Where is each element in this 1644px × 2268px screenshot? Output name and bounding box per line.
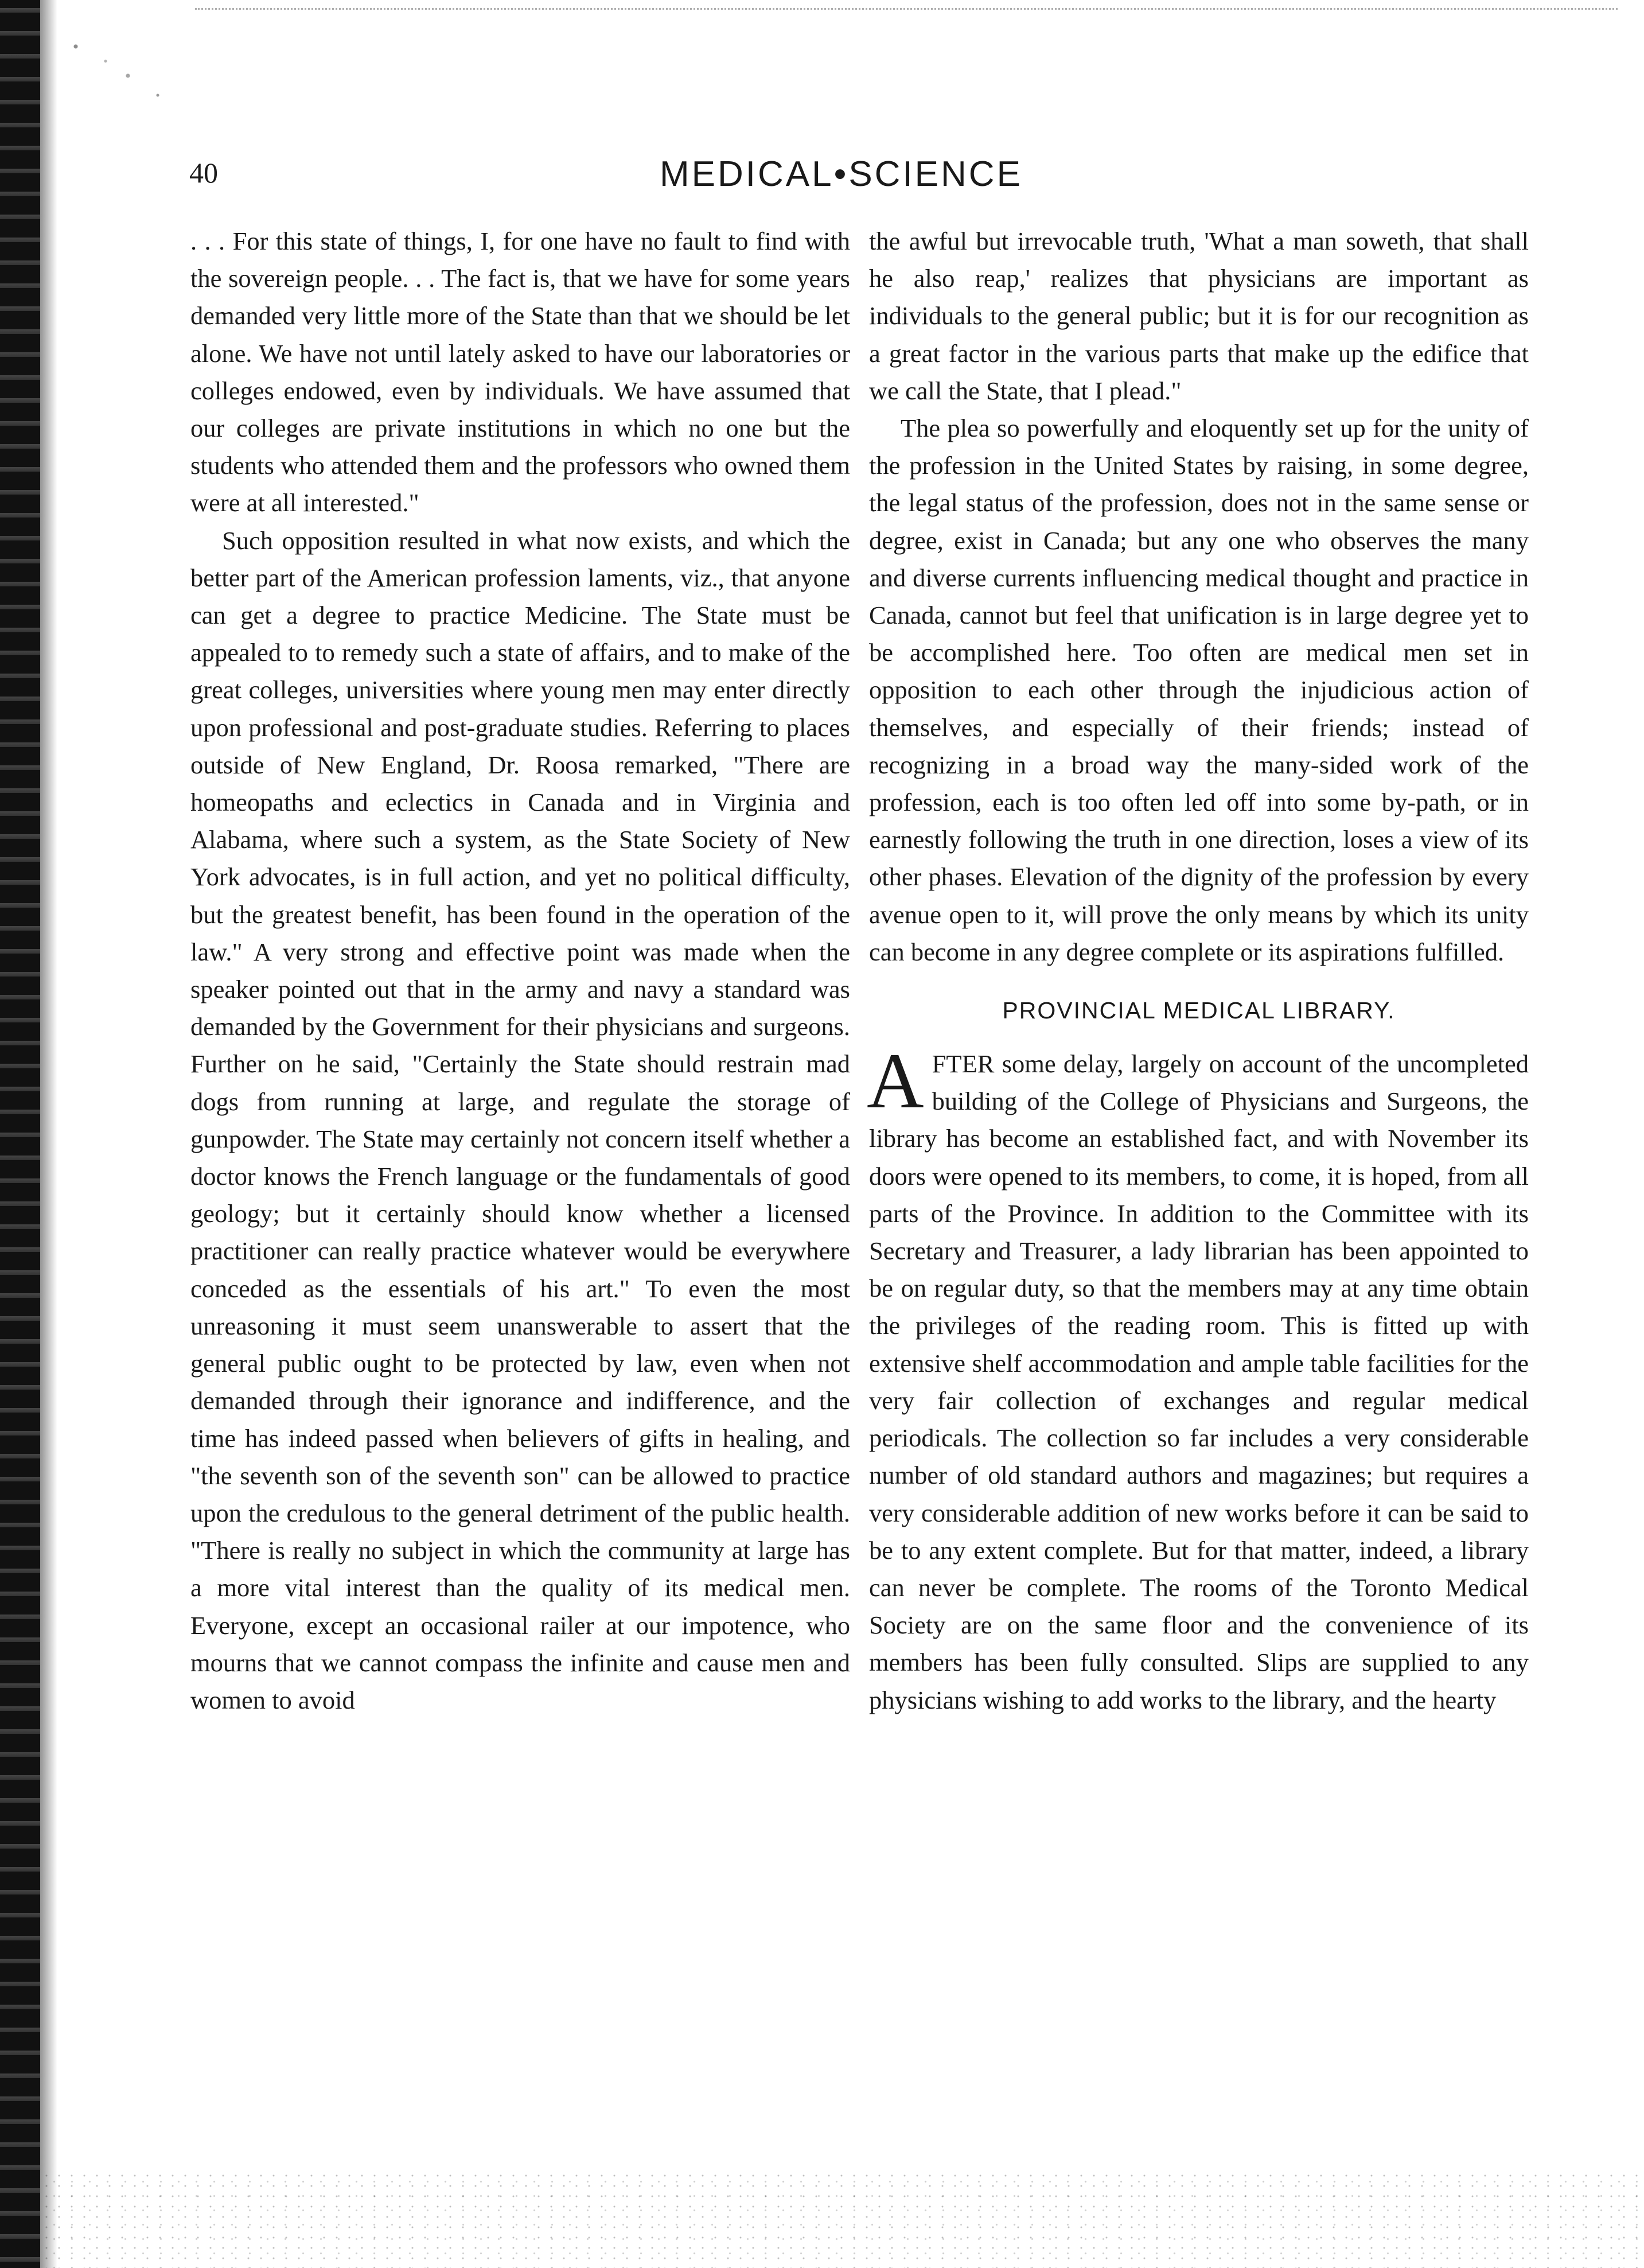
left-paragraph-2: Such opposition resulted in what now exists, and which the better part of the American profession laments, viz., that anyone can get a degree to practice Medicine. The State must be appealed to to remedy such a state of affairs, and to make of the great colleges, universities where young men may enter directly upon professional and post-graduate studies. Referring to places outside of New England, Dr. Roosa remarked, "There are homeopaths and eclectics in Canada and in Virginia and Alabama, where such a system, as the State Society of New York advocates, is in full action, and yet no political difficulty, but the greatest benefit, has been found in the operation of the law." A very strong and effective point was made when the speaker pointed out that in the army and navy a standard was demanded by the Government for their physicians and surgeons. Further on he said, "Certainly the State should restrain mad dogs from running at large, and regulate the storage of gunpowder. The State may certainly not concern itself whether a doctor knows the French language or the fundamentals of good geology; but it certainly should know whether a licensed practitioner can really practice whatever would be everywhere conceded as the essentials of his art." To even the most unreasoning it must seem unanswerable to assert that the general public ought to be protected by law, even when not demanded through their ignorance and indifference, and the time has indeed passed when believers of gifts in healing, and "the seventh son of the seventh son" can be allowed to practice upon the credulous to the general detriment of the public health. "There is really no subject in which the community at large has a more vital interest than the quality of its medical men. Everyone, except an occasional railer at our impotence, who mourns that we cannot compass the infinite and cause men and women to avoid: [190, 526, 850, 1714]
scan-bottom-speckle: [40, 2170, 1644, 2268]
scan-top-noise: [195, 8, 1618, 12]
scan-binding-shadow: [0, 0, 40, 2268]
running-title: MEDICAL•SCIENCE: [660, 154, 1023, 194]
lead-word: FTER: [932, 1049, 995, 1079]
right-paragraph-3: [867, 1037, 1529, 1719]
right-paragraph-1: the awful but irrevocable truth, 'What a man soweth, that shall he also reap,' realizes that physicians are important as individuals to the general public; but it is for our recognition as a great factor in the various parts that make up the edifice that we call the State, that I plead.": [869, 227, 1529, 405]
left-paragraph-1: . . . For this state of things, I, for one have no fault to find with the sovereign people. . . The fact is, that we have for some years demanded very little more of the State than that we should be let alone. We have not until lately asked to have our laboratories or colleges endowed, even by individuals. We have assumed that our colleges are private institutions in which no one but the students who attended them and the professors who owned them were at all interested.": [190, 227, 850, 518]
section-heading: PROVINCIAL MEDICAL LIBRARY.: [1002, 997, 1396, 1024]
scan-corner-speckle: [46, 17, 195, 115]
right-column: [869, 223, 1529, 1719]
page-number: 40: [189, 157, 218, 189]
right-paragraph-2: The plea so powerfully and eloquently set up for the unity of the profession in the United States by raising, in some degree, the legal status of the profession, does not in the same sense or degree, exist in Canada; but any one who observes the many and diverse currents influencing medical thought and practice in Canada, cannot but feel that unification is in large degree yet to be accomplished here. Too often are medical men set in opposition to each other through the injudicious action of themselves, and especially of their friends; instead of recognizing in a broad way the many-sided work of the profession, each is too often led off into some by-path, or in earnestly following the truth in one direction, loses a view of its other phases. Elevation of the dignity of the profession by every avenue open to it, will prove the only means by which its unity can become in any degree complete or its aspirations fulfilled.: [869, 414, 1529, 966]
library-paragraph-text: some delay, largely on account of the uncompleted building of the College of Physicians and Surgeons, the library has become an established fact, and with November its doors were opened to its members, to come, it is hoped, from all parts of the Province. In addition to the Committee with its Secretary and Treasurer, a lady librarian has been appointed to be on regular duty, so that the members may at any time obtain the privileges of the reading room. This is fitted up with extensive shelf accommodation and ample table facilities for the very fair collection of exchanges and regular medical periodicals. The collection so far includes a very considerable number of old standard authors and magazines; but requires a very considerable addition of new works before it can be said to be to any extent complete. But for that matter, indeed, a library can never be complete. The rooms of the Toronto Medical Society are on the same floor and the convenience of its members has been fully consulted. Slips are supplied to any physicians wishing to add works to the library, and the hearty: [869, 1049, 1529, 1714]
left-column: [190, 223, 850, 1719]
drop-cap: A: [867, 1037, 924, 1125]
